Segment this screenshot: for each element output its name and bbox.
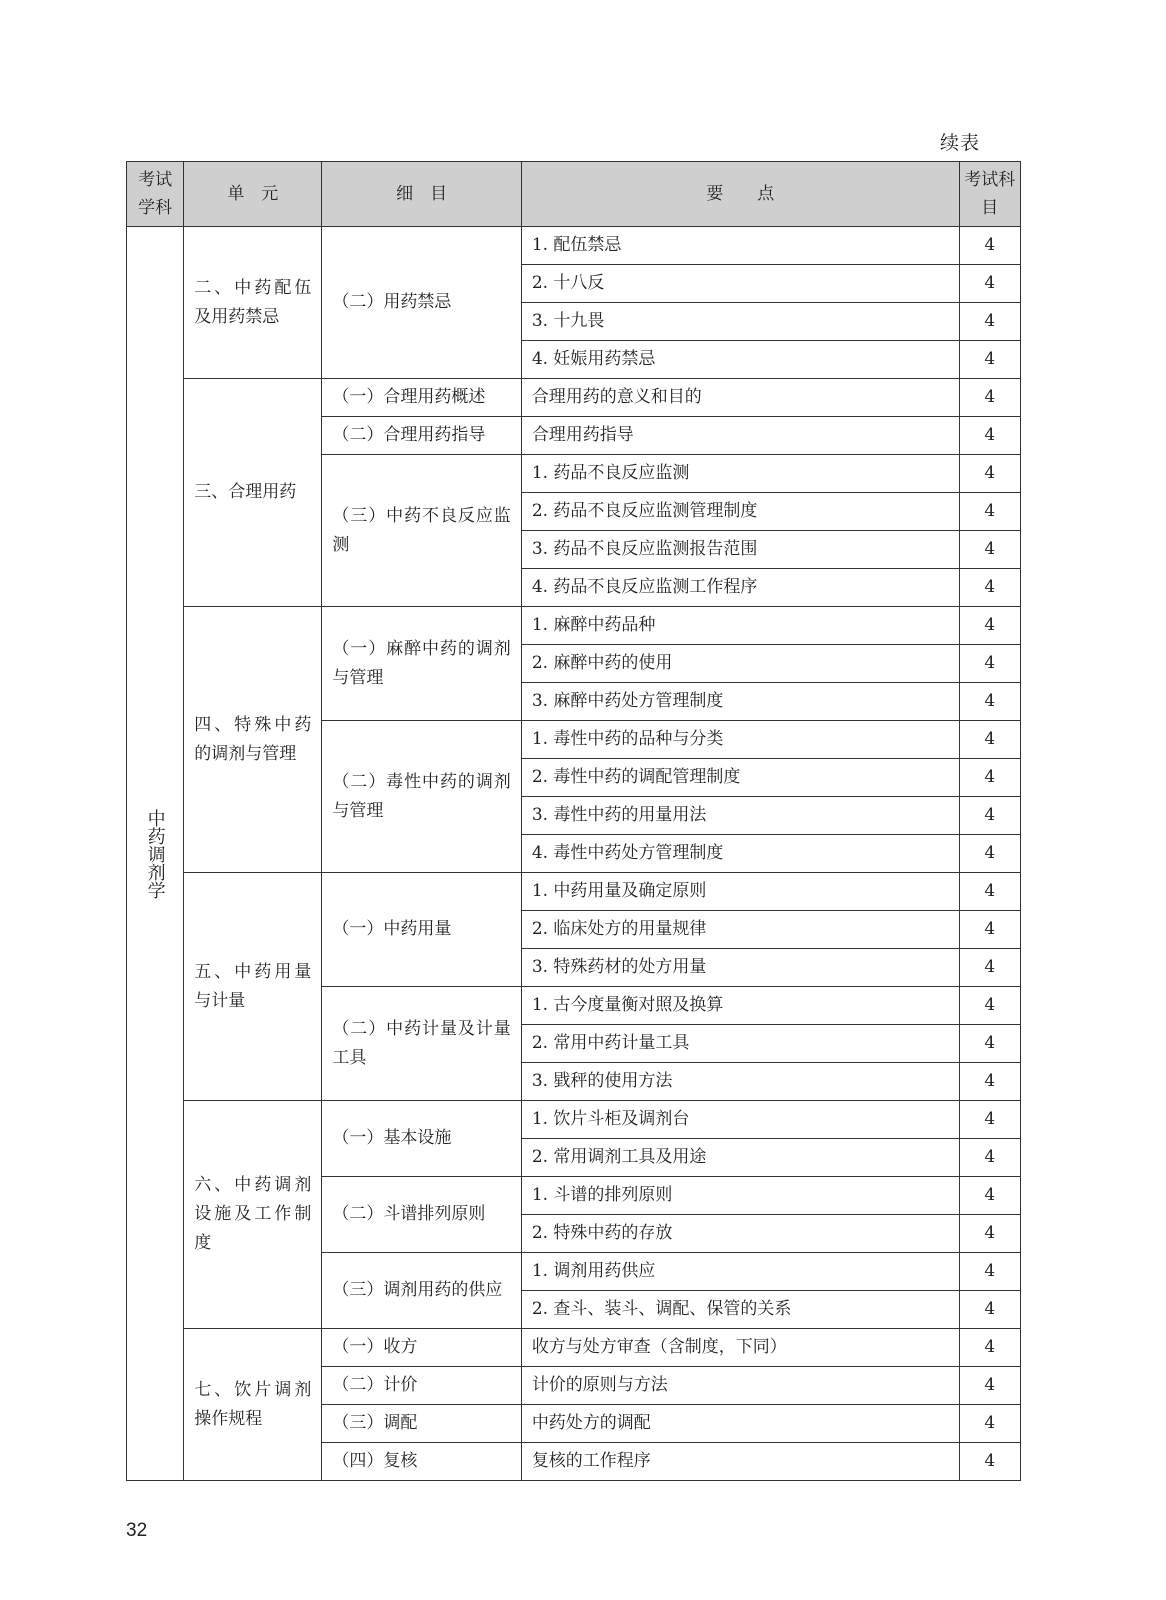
score-cell: 4 — [959, 721, 1020, 759]
header-row — [127, 162, 1021, 227]
point-cell: 2. 麻醉中药的使用 — [521, 645, 959, 683]
point-cell: 1. 配伍禁忌 — [521, 227, 959, 265]
point-cell: 2. 十八反 — [521, 265, 959, 303]
score-cell: 4 — [959, 1443, 1020, 1481]
item-cell: （一）合理用药概述 — [322, 379, 521, 417]
point-cell: 复核的工作程序 — [521, 1443, 959, 1481]
item-cell: （二）用药禁忌 — [322, 227, 521, 379]
score-cell: 4 — [959, 607, 1020, 645]
item-cell: （一）麻醉中药的调剂与管理 — [322, 607, 521, 721]
score-cell: 4 — [959, 797, 1020, 835]
header-item: 细 目 — [322, 162, 521, 227]
item-cell: （一）中药用量 — [322, 873, 521, 987]
point-cell: 1. 药品不良反应监测 — [521, 455, 959, 493]
item-cell: （一）收方 — [322, 1329, 521, 1367]
score-cell: 4 — [959, 569, 1020, 607]
score-cell: 4 — [959, 1101, 1020, 1139]
point-cell: 4. 毒性中药处方管理制度 — [521, 835, 959, 873]
table-row — [127, 379, 1021, 417]
header-point: 要 点 — [521, 162, 959, 227]
score-cell: 4 — [959, 1329, 1020, 1367]
item-cell: （三）调剂用药的供应 — [322, 1253, 521, 1329]
point-cell: 计价的原则与方法 — [521, 1367, 959, 1405]
score-cell: 4 — [959, 1025, 1020, 1063]
point-cell: 3. 毒性中药的用量用法 — [521, 797, 959, 835]
point-cell: 4. 妊娠用药禁忌 — [521, 341, 959, 379]
page-number: 32 — [126, 1520, 148, 1541]
score-cell: 4 — [959, 873, 1020, 911]
score-cell: 4 — [959, 265, 1020, 303]
syllabus-table — [126, 161, 1021, 1481]
table-row — [127, 1101, 1021, 1139]
point-cell: 1. 中药用量及确定原则 — [521, 873, 959, 911]
point-cell: 1. 饮片斗柜及调剂台 — [521, 1101, 959, 1139]
point-cell: 2. 药品不良反应监测管理制度 — [521, 493, 959, 531]
score-cell: 4 — [959, 911, 1020, 949]
score-cell: 4 — [959, 1139, 1020, 1177]
score-cell: 4 — [959, 987, 1020, 1025]
item-cell: （二）中药计量及计量工具 — [322, 987, 521, 1101]
unit-cell: 四、特殊中药的调剂与管理 — [184, 607, 322, 873]
item-cell: （二）合理用药指导 — [322, 417, 521, 455]
score-cell: 4 — [959, 645, 1020, 683]
score-cell: 4 — [959, 949, 1020, 987]
subject-label: 中药调剂学 — [144, 808, 166, 899]
score-cell: 4 — [959, 683, 1020, 721]
continued-label: 续表 — [940, 132, 981, 154]
point-cell: 3. 药品不良反应监测报告范围 — [521, 531, 959, 569]
point-cell: 合理用药的意义和目的 — [521, 379, 959, 417]
item-cell: （二）斗谱排列原则 — [322, 1177, 521, 1253]
table-row — [127, 873, 1021, 911]
score-cell: 4 — [959, 1405, 1020, 1443]
point-cell: 1. 毒性中药的品种与分类 — [521, 721, 959, 759]
item-cell: （四）复核 — [322, 1443, 521, 1481]
subject-cell — [127, 227, 184, 1481]
table-row — [127, 227, 1021, 265]
point-cell: 1. 调剂用药供应 — [521, 1253, 959, 1291]
score-cell: 4 — [959, 759, 1020, 797]
point-cell: 1. 斗谱的排列原则 — [521, 1177, 959, 1215]
point-cell: 3. 特殊药材的处方用量 — [521, 949, 959, 987]
header-unit: 单 元 — [184, 162, 322, 227]
score-cell: 4 — [959, 341, 1020, 379]
header-category: 考试科目 — [959, 162, 1020, 227]
score-cell: 4 — [959, 417, 1020, 455]
score-cell: 4 — [959, 531, 1020, 569]
point-cell: 4. 药品不良反应监测工作程序 — [521, 569, 959, 607]
score-cell: 4 — [959, 1063, 1020, 1101]
point-cell: 2. 毒性中药的调配管理制度 — [521, 759, 959, 797]
table-body — [127, 227, 1021, 1481]
score-cell: 4 — [959, 493, 1020, 531]
point-cell: 2. 查斗、装斗、调配、保管的关系 — [521, 1291, 959, 1329]
score-cell: 4 — [959, 1367, 1020, 1405]
header-subject: 考试学科 — [127, 162, 184, 227]
item-cell: （二）计价 — [322, 1367, 521, 1405]
point-cell: 收方与处方审查（含制度，下同） — [521, 1329, 959, 1367]
unit-cell: 五、中药用量与计量 — [184, 873, 322, 1101]
score-cell: 4 — [959, 455, 1020, 493]
table-row — [127, 1329, 1021, 1367]
unit-cell: 七、饮片调剂操作规程 — [184, 1329, 322, 1481]
point-cell: 3. 麻醉中药处方管理制度 — [521, 683, 959, 721]
item-cell: （三）调配 — [322, 1405, 521, 1443]
point-cell: 1. 古今度量衡对照及换算 — [521, 987, 959, 1025]
point-cell: 中药处方的调配 — [521, 1405, 959, 1443]
point-cell: 2. 临床处方的用量规律 — [521, 911, 959, 949]
unit-cell: 三、合理用药 — [184, 379, 322, 607]
score-cell: 4 — [959, 835, 1020, 873]
score-cell: 4 — [959, 1177, 1020, 1215]
point-cell: 1. 麻醉中药品种 — [521, 607, 959, 645]
point-cell: 3. 十九畏 — [521, 303, 959, 341]
table-row — [127, 607, 1021, 645]
point-cell: 2. 特殊中药的存放 — [521, 1215, 959, 1253]
score-cell: 4 — [959, 227, 1020, 265]
item-cell: （二）毒性中药的调剂与管理 — [322, 721, 521, 873]
score-cell: 4 — [959, 1291, 1020, 1329]
item-cell: （一）基本设施 — [322, 1101, 521, 1177]
point-cell: 2. 常用调剂工具及用途 — [521, 1139, 959, 1177]
item-cell: （三）中药不良反应监测 — [322, 455, 521, 607]
point-cell: 合理用药指导 — [521, 417, 959, 455]
score-cell: 4 — [959, 1215, 1020, 1253]
unit-cell: 六、中药调剂设施及工作制度 — [184, 1101, 322, 1329]
point-cell: 3. 戥秤的使用方法 — [521, 1063, 959, 1101]
score-cell: 4 — [959, 303, 1020, 341]
point-cell: 2. 常用中药计量工具 — [521, 1025, 959, 1063]
score-cell: 4 — [959, 379, 1020, 417]
unit-cell: 二、中药配伍及用药禁忌 — [184, 227, 322, 379]
score-cell: 4 — [959, 1253, 1020, 1291]
